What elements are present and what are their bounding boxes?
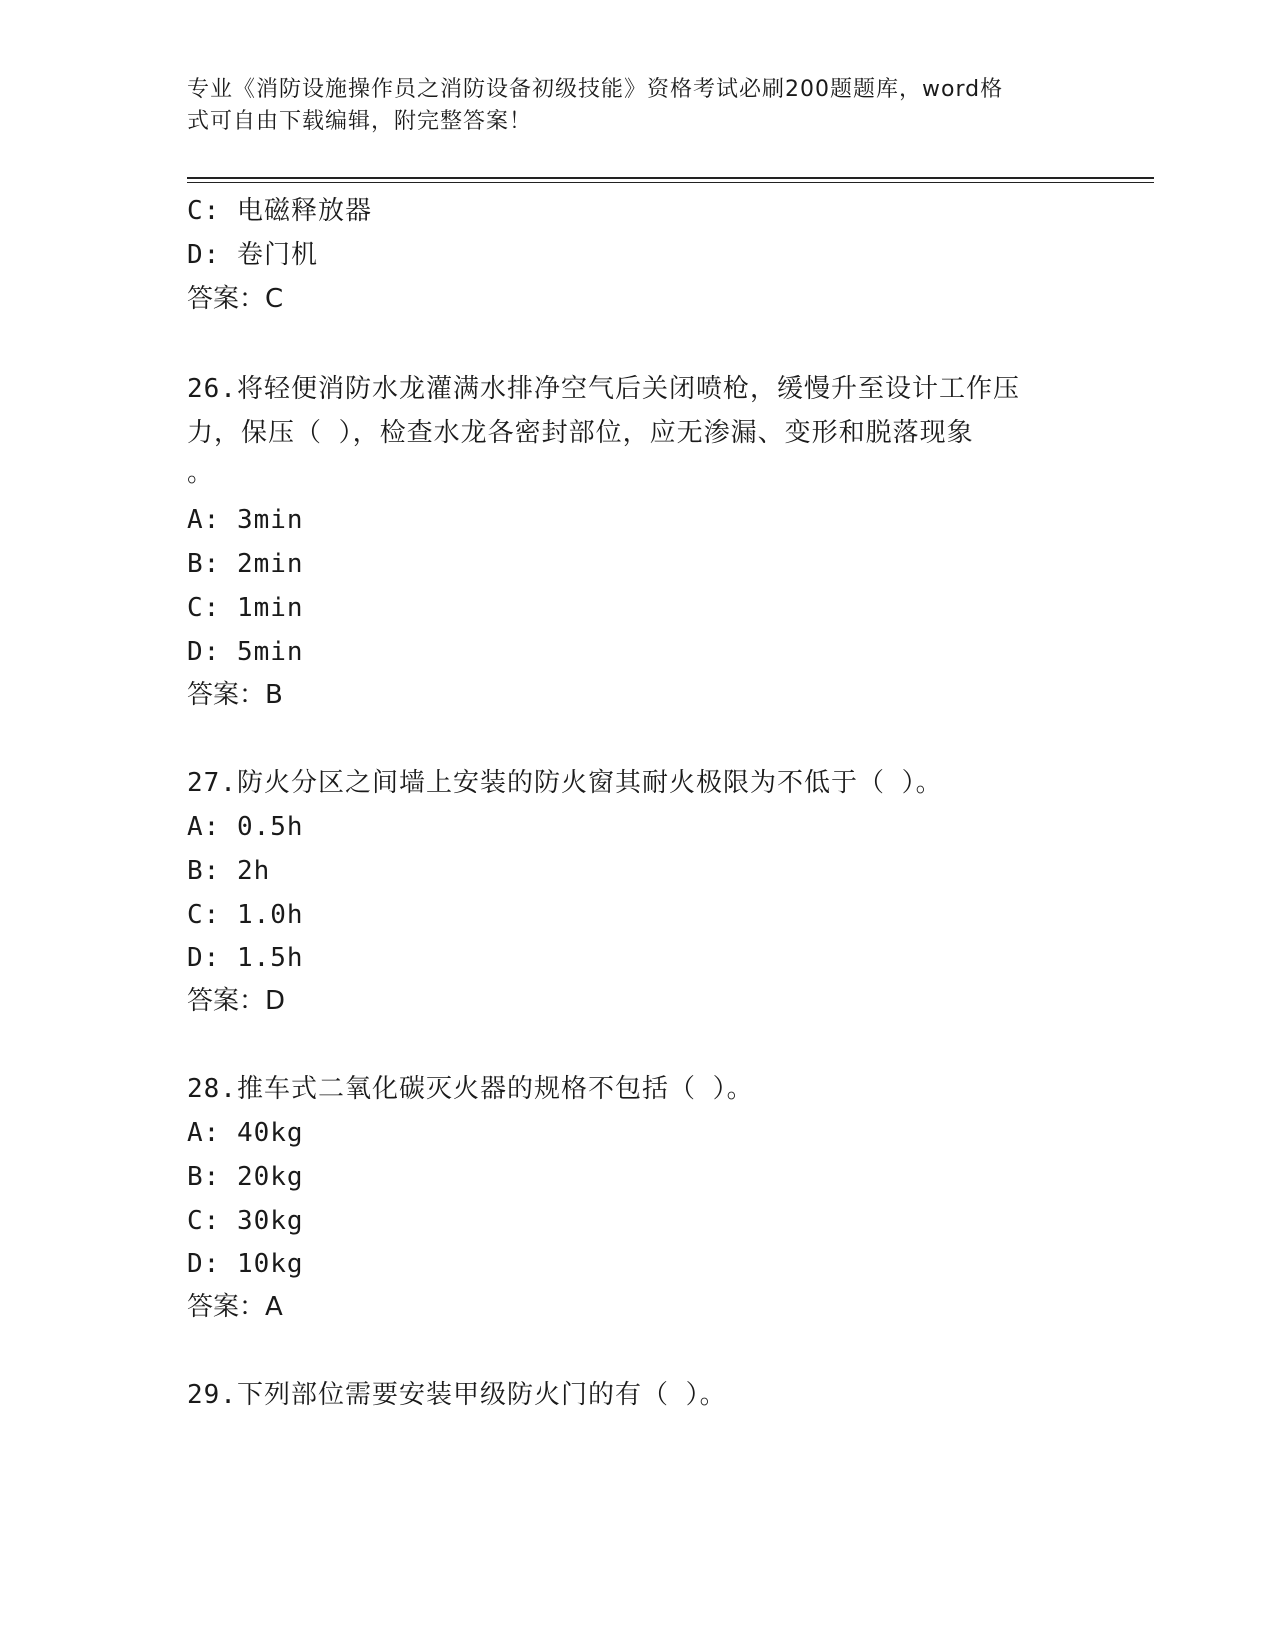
- q28-option-d: D: 10kg: [187, 1249, 304, 1279]
- q28-option-b: B: 20kg: [187, 1162, 304, 1192]
- header-line-1: 专业《消防设施操作员之消防设备初级技能》资格考试必刷200题题库，word格: [187, 77, 1004, 102]
- q27-answer: 答案：D: [187, 986, 286, 1016]
- q27-option-b: B: 2h: [187, 856, 271, 886]
- q27-option-c: C: 1.0h: [187, 900, 304, 930]
- header-line-2: 式可自由下载编辑，附完整答案！: [187, 109, 533, 134]
- q26-option-b: B: 2min: [187, 549, 304, 579]
- q28-stem: 28.推车式二氧化碳灭火器的规格不包括（ ）。: [187, 1074, 754, 1104]
- q27-option-d: D: 1.5h: [187, 943, 304, 973]
- q25-option-d: D: 卷门机: [187, 240, 318, 270]
- q29-stem: 29.下列部位需要安装甲级防火门的有（ ）。: [187, 1380, 727, 1410]
- q26-option-c: C: 1min: [187, 593, 304, 623]
- document-header: [187, 74, 1087, 138]
- header-divider-thick: [187, 177, 1154, 179]
- q28-option-a: A: 40kg: [187, 1118, 304, 1148]
- header-divider-thin: [187, 182, 1154, 183]
- q26-stem-line-2: 力，保压（ ），检查水龙各密封部位，应无渗漏、变形和脱落现象: [187, 418, 974, 448]
- q27-option-a: A: 0.5h: [187, 812, 304, 842]
- q26-stem-line-3: 。: [187, 458, 215, 488]
- q26-option-a: A: 3min: [187, 505, 304, 535]
- q28-answer: 答案：A: [187, 1292, 283, 1322]
- q26-answer: 答案：B: [187, 680, 283, 710]
- q26-stem-line-1: 26.将轻便消防水龙灌满水排净空气后关闭喷枪，缓慢升至设计工作压: [187, 374, 1020, 404]
- q26-option-d: D: 5min: [187, 637, 304, 667]
- q28-option-c: C: 30kg: [187, 1206, 304, 1236]
- q27-stem: 27.防火分区之间墙上安装的防火窗其耐火极限为不低于（ ）。: [187, 768, 943, 798]
- q25-answer: 答案：C: [187, 284, 284, 314]
- q25-option-c: C: 电磁释放器: [187, 196, 372, 226]
